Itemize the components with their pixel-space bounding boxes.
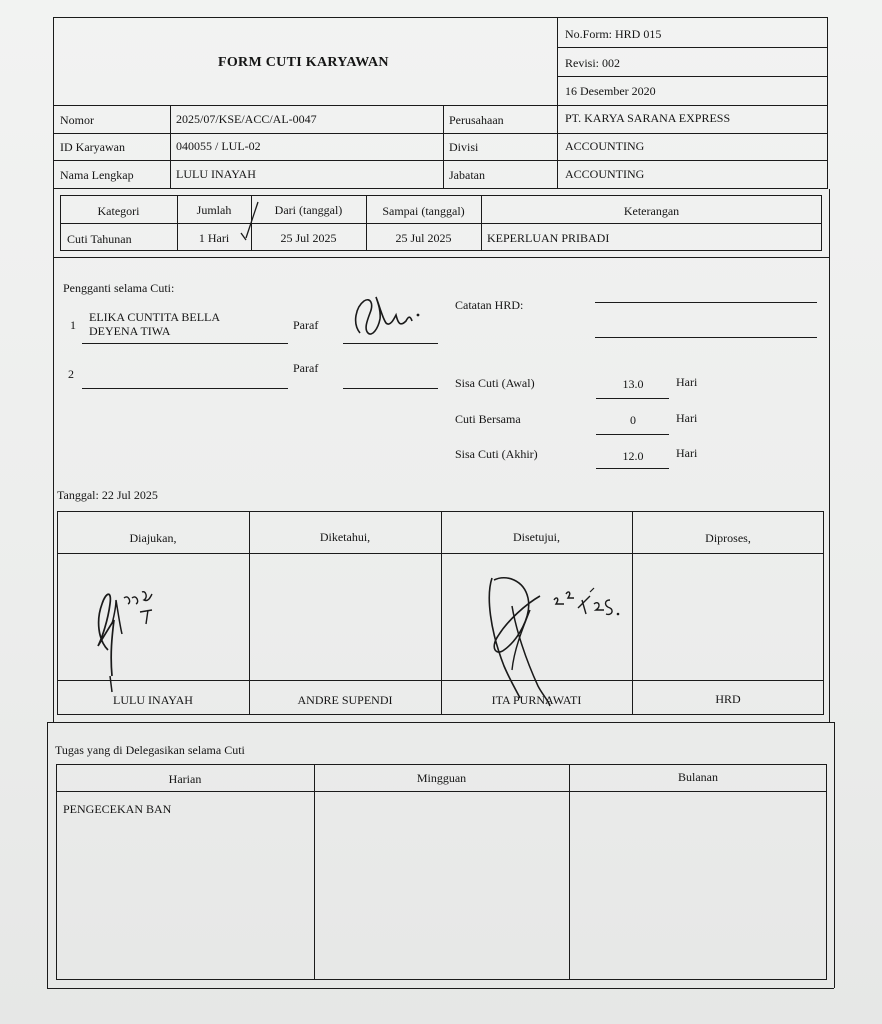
- tasks-table: [56, 764, 827, 980]
- paraf-2-label: Paraf: [293, 361, 319, 375]
- leave-sampai-value: 25 Jul 2025: [395, 231, 452, 245]
- leave-header-jumlah: Jumlah: [196, 203, 232, 217]
- leave-keterangan-value: KEPERLUAN PRIBADI: [487, 231, 610, 245]
- cuti-bersama-unit: Hari: [676, 411, 698, 425]
- approval-date: Tanggal: 22 Jul 2025: [57, 488, 158, 502]
- divisi-label: Divisi: [449, 140, 479, 154]
- approval-header-disetujui: Disetujui,: [513, 530, 560, 544]
- approval-name-disetujui: ITA PURNAWATI: [491, 693, 582, 707]
- form-number: No.Form: HRD 015: [565, 27, 662, 41]
- approval-name-diketahui: ANDRE SUPENDI: [297, 693, 393, 707]
- sisa-awal-label: Sisa Cuti (Awal): [455, 376, 535, 390]
- perusahaan-value: PT. KARYA SARANA EXPRESS: [565, 111, 731, 125]
- divisi-value: ACCOUNTING: [565, 139, 645, 153]
- form-revision: Revisi: 002: [565, 56, 621, 70]
- replacement-1-number: 1: [70, 318, 76, 332]
- sisa-akhir-value: 12.0: [622, 449, 644, 463]
- form-title: FORM CUTI KARYAWAN: [218, 55, 389, 70]
- tasks-header-mingguan: Mingguan: [416, 771, 467, 785]
- paraf-1-signature: [350, 293, 430, 343]
- approval-header-diajukan: Diajukan,: [129, 531, 177, 545]
- tasks-harian-value: PENGECEKAN BAN: [63, 802, 172, 816]
- approval-name-diproses: HRD: [715, 692, 741, 706]
- id-karyawan-label: ID Karyawan: [60, 140, 125, 154]
- approval-header-diproses: Diproses,: [705, 531, 751, 545]
- cuti-bersama-value: 0: [630, 413, 636, 427]
- leave-dari-value: 25 Jul 2025: [280, 231, 337, 245]
- replacement-2-number: 2: [68, 367, 74, 381]
- leave-header-kategori: Kategori: [97, 204, 140, 218]
- nama-label: Nama Lengkap: [60, 168, 134, 182]
- leave-header-keterangan: Keterangan: [623, 204, 680, 218]
- sisa-akhir-unit: Hari: [676, 446, 698, 460]
- tasks-label: Tugas yang di Delegasikan selama Cuti: [55, 743, 245, 757]
- nama-value: LULU INAYAH: [176, 167, 256, 181]
- replacement-1-name-line2: DEYENA TIWA: [89, 324, 171, 338]
- tasks-header-bulanan: Bulanan: [678, 770, 718, 784]
- nomor-label: Nomor: [60, 113, 94, 127]
- sisa-akhir-label: Sisa Cuti (Akhir): [455, 447, 538, 461]
- sisa-awal-unit: Hari: [676, 375, 698, 389]
- form-date: 16 Desember 2020: [565, 84, 656, 98]
- perusahaan-label: Perusahaan: [449, 113, 504, 127]
- replacement-label: Pengganti selama Cuti:: [63, 281, 175, 295]
- nomor-value: 2025/07/KSE/ACC/AL-0047: [176, 112, 317, 126]
- signature-disetujui: [482, 570, 632, 710]
- jabatan-value: ACCOUNTING: [565, 167, 645, 181]
- hrd-notes-label: Catatan HRD:: [455, 298, 524, 312]
- replacement-1-name-line1: ELIKA CUNTITA BELLA: [89, 310, 221, 324]
- signature-diajukan: [88, 580, 178, 700]
- leave-header-dari: Dari (tanggal): [274, 203, 343, 217]
- tasks-header-harian: Harian: [168, 772, 202, 786]
- cuti-bersama-label: Cuti Bersama: [455, 412, 521, 426]
- approval-header-diketahui: Diketahui,: [319, 530, 371, 544]
- leave-kategori-value: Cuti Tahunan: [67, 232, 132, 246]
- id-karyawan-value: 040055 / LUL-02: [176, 139, 261, 153]
- paraf-1-label: Paraf: [293, 318, 319, 332]
- leave-header-sampai: Sampai (tanggal): [382, 204, 465, 218]
- pen-mark: [236, 200, 266, 250]
- sisa-awal-value: 13.0: [622, 377, 644, 391]
- leave-jumlah-value: 1 Hari: [198, 231, 230, 245]
- jabatan-label: Jabatan: [449, 168, 485, 182]
- approval-name-diajukan: LULU INAYAH: [113, 693, 193, 707]
